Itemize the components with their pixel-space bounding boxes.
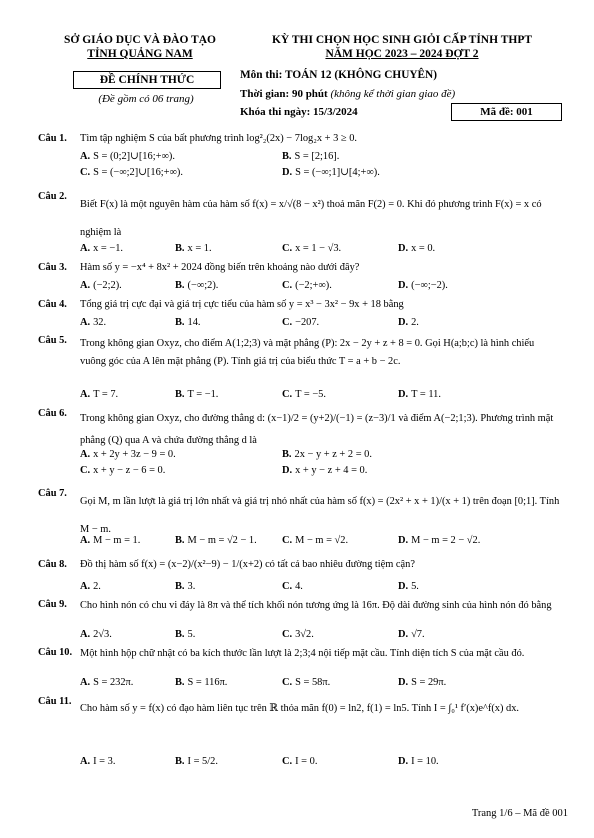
option-c: C. S = 58π. [282, 677, 331, 688]
official-label: ĐỀ CHÍNH THỨC [73, 71, 221, 89]
subject: Môn thi: TOÁN 12 (KHÔNG CHUYÊN) [240, 69, 437, 81]
question-number: Câu 3. [38, 262, 67, 273]
question-text: Biết F(x) là một nguyên hàm của hàm số f(x) = x/√(8 − x²) thoả mãn F(2) = 0. Khi đó phương trình F(x) = x có nghiệm là [80, 199, 542, 238]
option-a: A. S = (0;2]∪[16;+∞). [80, 151, 175, 162]
option-d: D. x + y − z + 4 = 0. [282, 465, 368, 476]
option-a: A. I = 3. [80, 756, 116, 767]
option-b: B. 14. [175, 317, 201, 328]
option-b: B. 2x − y + z + 2 = 0. [282, 449, 372, 460]
exam-title: KỲ THI CHỌN HỌC SINH GIỎI CẤP TỈNH THPT NĂM HỌC 2023 – 2024 ĐỢT 2 [271, 34, 533, 60]
question-text: Một hình hộp chữ nhật có ba kích thước lần lượt là 2;3;4 nội tiếp mặt cầu. Tính diện tích S của mặt cầu đó. [80, 648, 525, 659]
option-b: B. 3. [175, 581, 196, 592]
option-d: D. S = (−∞;1]∪[4;+∞). [282, 167, 380, 178]
page-footer: Trang 1/6 – Mã đề 001 [471, 808, 568, 819]
question-number: Câu 11. [38, 696, 72, 707]
option-b: B. (−∞;2). [175, 280, 219, 291]
option-d: D. x = 0. [398, 243, 436, 254]
option-c: C. M − m = √2. [282, 535, 349, 546]
question-text: Cho hàm số y = f(x) có đạo hàm liên tục trên ℝ thỏa mãn f(0) = ln2, f(1) = ln5. Tính I = ∫₀¹ f′(x)e^f(x) dx. [80, 703, 520, 714]
pages-note: (Đề gồm có 06 trang) [98, 93, 194, 105]
question-text: Trong không gian Oxyz, cho điểm A(1;2;3) và mặt phẳng (P): 2x − 2y + z + 8 = 0. Gọi H(a;b;c) là hình chiếu vuông góc của A lên mặt phẳng (P). Tính giá trị của biểu thức T = a + b − 2c. [80, 338, 535, 367]
option-c: C. 3√2. [282, 629, 314, 640]
option-b: B. M − m = √2 − 1. [175, 535, 257, 546]
option-d: D. 2. [398, 317, 419, 328]
option-a: A. 2√3. [80, 629, 112, 640]
question-number: Câu 10. [38, 647, 73, 658]
option-a: A. x = −1. [80, 243, 124, 254]
question-text: Gọi M, m lần lượt là giá trị lớn nhất và giá trị nhỏ nhất của hàm số f(x) = (2x² + x + 1)/(x + 1) trên đoạn [0;1]. Tính M − m. [80, 496, 560, 535]
question-number: Câu 4. [38, 299, 67, 310]
option-c: C. I = 0. [282, 756, 318, 767]
option-d: D. (−∞;−2). [398, 280, 448, 291]
option-b: B. S = [2;16]. [282, 151, 340, 162]
option-d: D. 5. [398, 581, 419, 592]
exam-date: Khóa thi ngày: 15/3/2024 [240, 106, 358, 118]
question-number: Câu 9. [38, 599, 67, 610]
question-text: Hàm số y = −x⁴ + 8x² + 2024 đồng biến trên khoảng nào dưới đây? [80, 262, 360, 273]
option-d: D. I = 10. [398, 756, 439, 767]
option-d: D. √7. [398, 629, 425, 640]
question-text: Tìm tập nghiệm S của bất phương trình log²₂(2x) − 7log₂x + 3 ≥ 0. [80, 133, 357, 144]
option-c: C. 4. [282, 581, 303, 592]
option-c: C. x + y − z − 6 = 0. [80, 465, 166, 476]
option-b: B. x = 1. [175, 243, 212, 254]
option-c: C. (−2;+∞). [282, 280, 332, 291]
question-number: Câu 6. [38, 408, 67, 419]
question-number: Câu 1. [38, 133, 67, 144]
option-a: A. T = 7. [80, 389, 119, 400]
option-a: A. (−2;2). [80, 280, 122, 291]
option-b: B. 5. [175, 629, 196, 640]
time-line: Thời gian: 90 phút (không kể thời gian giao đề) [240, 88, 456, 100]
question-number: Câu 7. [38, 488, 67, 499]
option-d: D. M − m = 2 − √2. [398, 535, 481, 546]
option-b: B. I = 5/2. [175, 756, 218, 767]
option-a: A. 2. [80, 581, 101, 592]
option-a: A. M − m = 1. [80, 535, 141, 546]
question-number: Câu 8. [38, 559, 67, 570]
question-text: Cho hình nón có chu vi đáy là 8π và thể tích khối nón tương ứng là 16π. Độ dài đường sinh của hình nón đó bằng [80, 600, 552, 611]
option-a: A. S = 232π. [80, 677, 134, 688]
option-b: B. S = 116π. [175, 677, 228, 688]
option-c: C. S = (−∞;2]∪[16;+∞). [80, 167, 183, 178]
exam-code: Mã đề: 001 [451, 103, 562, 121]
option-c: C. x = 1 − √3. [282, 243, 342, 254]
option-a: A. 32. [80, 317, 107, 328]
option-c: C. T = −5. [282, 389, 326, 400]
question-number: Câu 2. [38, 191, 67, 202]
option-a: A. x + 2y + 3z − 9 = 0. [80, 449, 176, 460]
question-text: Tổng giá trị cực đại và giá trị cực tiểu của hàm số y = x³ − 3x² − 9x + 18 bằng [80, 299, 404, 310]
question-number: Câu 5. [38, 335, 67, 346]
question-text: Đồ thị hàm số f(x) = (x−2)/(x²−9) − 1/(x+2) có tất cả bao nhiêu đường tiệm cận? [80, 559, 415, 570]
option-d: D. S = 29π. [398, 677, 447, 688]
option-b: B. T = −1. [175, 389, 219, 400]
question-text: Trong không gian Oxyz, cho đường thẳng d: (x−1)/2 = (y+2)/(−1) = (z−3)/1 và điểm A(−2;1;3). Phương trình mặt phẳng (Q) qua A và chứa đường thẳng d là [80, 413, 554, 446]
option-d: D. T = 11. [398, 389, 441, 400]
department-name: SỞ GIÁO DỤC VÀ ĐÀO TẠO TỈNH QUẢNG NAM [64, 34, 216, 60]
option-c: C. −207. [282, 317, 320, 328]
